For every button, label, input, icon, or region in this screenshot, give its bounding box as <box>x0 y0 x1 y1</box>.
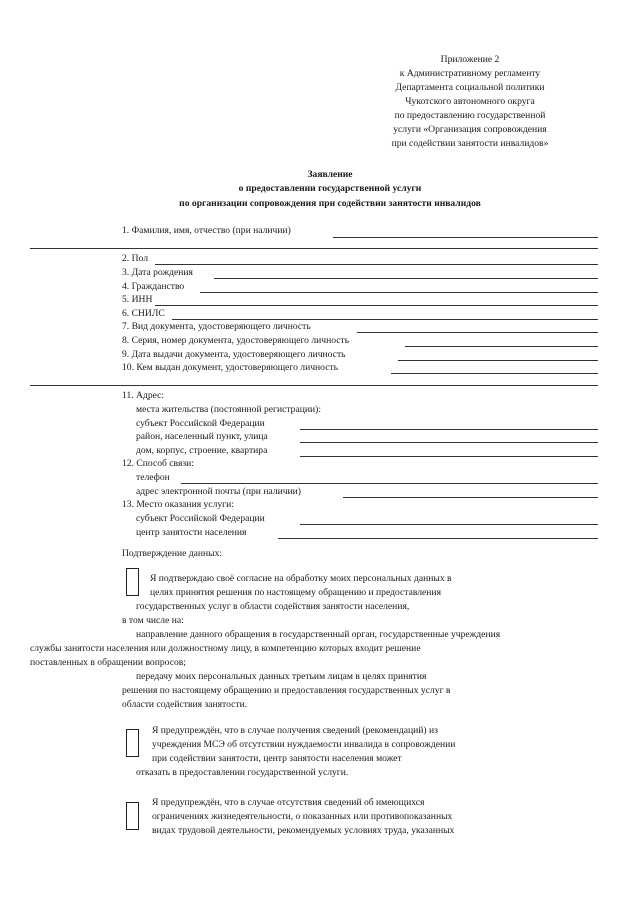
address-subject-input-line[interactable] <box>300 429 598 430</box>
service-subject-input-line[interactable] <box>300 524 598 525</box>
field-label-contact: 12. Способ связи: <box>122 458 194 469</box>
doc-number-input-line[interactable] <box>405 346 598 347</box>
header-line: к Административному регламенту <box>399 68 541 79</box>
form-subtitle: по организации сопровождения при содействии занятости инвалидов <box>179 198 481 209</box>
consent-text: государственных услуг в области содействия занятости населения, <box>136 601 410 612</box>
inn-input-line[interactable] <box>155 305 598 306</box>
consent-text: направление данного обращения в государственный орган, государственные учреждения <box>136 629 501 640</box>
field-label-phone: телефон <box>136 472 170 483</box>
field-label-inn: 5. ИНН <box>122 294 153 305</box>
doc-date-input-line[interactable] <box>398 360 598 361</box>
field-label-birthdate: 3. Дата рождения <box>122 267 193 278</box>
mse-warning-text: учреждения МСЭ об отсутствии нуждаемости инвалида в сопровождении <box>152 739 456 750</box>
field-label-employment-center: центр занятости населения <box>136 527 247 538</box>
consent-text: решения по настоящему обращению и предоставления государственных услуг в <box>122 685 451 696</box>
header-line: Чукотского автономного округа <box>405 96 535 107</box>
mse-warning-checkbox[interactable] <box>126 729 139 757</box>
consent-checkbox[interactable] <box>126 568 139 596</box>
field-label-email: адрес электронной почты (при наличии) <box>136 486 302 497</box>
snils-input-line[interactable] <box>172 319 598 320</box>
fio-input-line[interactable] <box>333 237 598 238</box>
header-line: при содействии занятости инвалидов» <box>391 138 549 149</box>
field-label-address-subject: субъект Российской Федерации <box>136 418 265 429</box>
field-label-doc-date: 9. Дата выдачи документа, удостоверяющего личность <box>122 349 346 360</box>
email-input-line[interactable] <box>343 497 598 498</box>
mse-warning-text: Я предупреждён, что в случае получения сведений (рекомендаций) из <box>152 725 438 736</box>
form-subtitle: о предоставлении государственной услуги <box>238 183 422 194</box>
consent-text: поставленных в обращении вопросов; <box>30 657 186 668</box>
field-label-service-place: 13. Место оказания услуги: <box>122 499 234 510</box>
field-label-doc-issuer: 10. Кем выдан документ, удостоверяющего личность <box>122 362 339 373</box>
limitations-warning-text: Я предупреждён, что в случае отсутствия сведений об имеющихся <box>152 797 425 808</box>
mse-warning-text: отказать в предоставлении государственной услуги. <box>136 767 349 778</box>
limitations-warning-checkbox[interactable] <box>126 802 139 830</box>
form-title: Заявление <box>307 169 353 180</box>
birthdate-input-line[interactable] <box>214 278 598 279</box>
field-label-address-locality: район, населенный пункт, улица <box>136 431 268 442</box>
attachment-header <box>345 55 595 153</box>
field-label-citizenship: 4. Гражданство <box>122 281 185 292</box>
consent-text: передачу моих персональных данных третьим лицам в целях принятия <box>136 671 427 682</box>
field-label-doc-type: 7. Вид документа, удостоверяющего личность <box>122 321 311 332</box>
doc-issuer-input-line[interactable] <box>391 373 598 374</box>
address-locality-input-line[interactable] <box>300 442 598 443</box>
field-label-service-subject: субъект Российской Федерации <box>136 513 265 524</box>
phone-input-line[interactable] <box>181 483 598 484</box>
field-label-fio: 1. Фамилия, имя, отчество (при наличии) <box>122 225 291 236</box>
field-label-residence: места жительства (постоянной регистрации): <box>136 404 322 415</box>
header-line: Приложение 2 <box>440 54 500 65</box>
citizenship-input-line[interactable] <box>200 292 598 293</box>
consent-text: целях принятия решения по настоящему обращению и предоставления <box>150 587 441 598</box>
field-label-address: 11. Адрес: <box>122 390 165 401</box>
field-label-sex: 2. Пол <box>122 253 148 264</box>
field-label-snils: 6. СНИЛС <box>122 308 165 319</box>
limitations-warning-text: ограничениях жизнедеятельности, о показанных или противопоказанных <box>152 811 453 822</box>
fio-input-line-2[interactable] <box>30 248 598 249</box>
header-line: услуги «Организация сопровождения <box>393 124 547 135</box>
employment-center-input-line[interactable] <box>278 538 598 539</box>
consent-text: службы занятости населения или должностному лицу, в компетенцию которых входит решение <box>30 643 421 654</box>
consent-text: области содействия занятости. <box>122 699 248 710</box>
confirmation-heading: Подтверждение данных: <box>122 548 223 559</box>
header-line: по предоставлению государственной <box>394 110 546 121</box>
sex-input-line[interactable] <box>155 264 598 265</box>
doc-issuer-input-line-2[interactable] <box>30 385 598 386</box>
mse-warning-text: при содействии занятости, центр занятости населения может <box>152 753 402 764</box>
consent-text: Я подтверждаю своё согласие на обработку моих персональных данных в <box>150 573 452 584</box>
doc-type-input-line[interactable] <box>357 332 598 333</box>
limitations-warning-text: видах трудовой деятельности, рекомендуемых условиях труда, указанных <box>152 825 455 836</box>
field-label-doc-number: 8. Серия, номер документа, удостоверяющего личность <box>122 335 350 346</box>
header-line: Департамента социальной политики <box>395 82 545 93</box>
consent-text: в том числе на: <box>122 615 184 626</box>
address-house-input-line[interactable] <box>300 456 598 457</box>
field-label-address-house: дом, корпус, строение, квартира <box>136 445 268 456</box>
